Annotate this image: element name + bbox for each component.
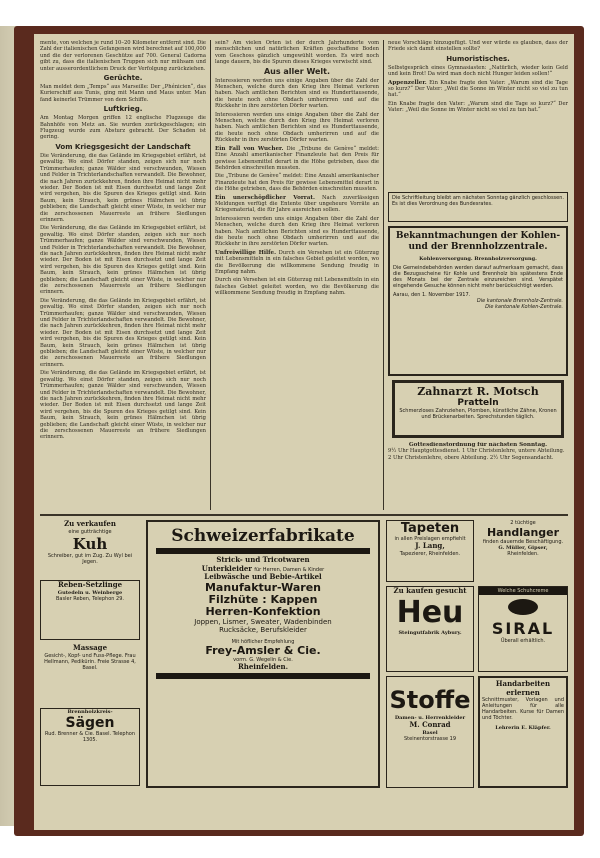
- article-text: mente, von welchen je rund 10–20 Kilometer entfernt sind. Die Zahl der italienischen Gefangenen wird berechnet auf 100,000 und die der verlorenen Geschütze auf 700. General Cadorna gibt zu, dass die italienischen Truppen sich nur mühsam und unter ausserordentlichem Druck der Verfolgung zurückziehen.: [40, 40, 206, 72]
- zahnarzt-city: Pratteln: [457, 398, 499, 408]
- schweizer-line: Herren-Konfektion: [205, 604, 321, 618]
- tapeten-title: Tapeten: [400, 521, 460, 536]
- schweizer-line: Unterkleider: [201, 563, 252, 573]
- schweizer-line: Rucksäcke, Berufskleider: [219, 626, 307, 634]
- article-text: Die „Tribune de Genève“ meldet: Eine Anzahl amerikanischer Finanzleute hat den Preis für gewisse Lebensmittel derart in die Höhe getrieben, dass die Behörden einschreiten mussten.: [215, 173, 379, 193]
- kuh-text: Schreiber, gut im Zug. Zu Wyl bei Jegen.: [47, 552, 133, 565]
- massage-text: Gesicht-, Kopf- und Fuss-Pflege. Frau Hellmann, Pedikürin. Freie Strasse 4, Basel.: [44, 652, 136, 671]
- article-text: Die „Tribune de Genève“ meldet: Eine Anzahl amerikanischer Finanzleute hat den Preis für gewisse Lebensmittel derart in die Höhe getrieben, dass die Behörden einschreiten mussten.: [215, 145, 379, 171]
- schuh-brand: SIRAL: [491, 619, 555, 638]
- schuhcreme-ad: [478, 586, 568, 672]
- schweizer-line: Filzhüte : Kappen: [208, 592, 318, 606]
- article-subheading: Unfreiwillige Hilfe.: [215, 249, 277, 256]
- bekanntmachung-signature: Die kantonale Kohlen-Zentrale.: [485, 304, 563, 310]
- article-text: Ein Knabe fragte den Vater: „Warum sind die Tage so kurz?“ Der Vater: „Weil die Sonne im Winter nicht so viel zu tun hat.“: [388, 100, 568, 114]
- heu-ad: [386, 586, 474, 672]
- article-text: Interessieren werden uns einige Angaben über die Zahl der Menschen, welche durch den Krieg ihre Heimat verloren haben. Nach amtlichen Berichten sind es Hunderttausende, die heute noch ohne Obdach umherirren und auf die Rückkehr in ihre zerstörten Dörfer warten.: [215, 111, 379, 144]
- handlanger-text: finden dauernde Beschäftigung.: [482, 539, 564, 545]
- tapeten-text: in allen Preislagen empfiehlt: [394, 536, 466, 542]
- stoffe-ad: [386, 676, 474, 788]
- article-text: Die Veränderung, die das Gelände im Kriegsgebiet erfährt, ist gewaltig. Wo einst Dörfer standen, zeigen sich nur noch Trümmerhaufen; ganze Wälder sind verschwunden, Wiesen und Felder in Trichterlandschaften verwandelt. Die Bewohner, die nach Jahren zurückkehren, finden ihre Heimat nicht mehr wieder. Der Boden ist mit Eisen durchsetzt und lange Zeit wird vergehen, bis die Spuren des Krieges getilgt sind. Kein Baum, kein Strauch, kein grünes Hälmchen ist übrig geblieben; die Landschaft gleicht einer Wüste, in welcher nur die zerschossenen Mauerreste an frühere Siedlungen erinnern.: [40, 297, 206, 368]
- tapeten-ad: [386, 520, 474, 582]
- article-text: sein? Am vielen Orten ist der durch Jahrhunderte vom menschlichen und natürlichen Kräften geschaffene Boden vom Geschoss gänzlich umgewühlt worden. Es wird noch lange dauern, bis die Spuren dieses Krieges verwischt sind.: [215, 40, 379, 66]
- tapeten-name: J. Lang,: [415, 541, 445, 550]
- article-text: Die Veränderung, die das Gelände im Kriegsgebiet erfährt, ist gewaltig. Wo einst Dörfer standen, zeigen sich nur noch Trümmerhaufen; ganze Wälder sind verschwunden, Wiesen und Felder in Trichterlandschaften verwandelt. Die Bewohner, die nach Jahren zurückkehren, finden ihre Heimat nicht mehr wieder. Der Boden ist mit Eisen durchsetzt und lange Zeit wird vergehen, bis die Spuren des Krieges getilgt sind. Kein Baum, kein Strauch, kein grünes Hälmchen ist übrig geblieben; die Landschaft gleicht einer Wüste, in welcher nur die zerschossenen Mauerreste an frühere Siedlungen erinnern.: [40, 370, 206, 441]
- saegen-sub: Brennholzkreis-: [67, 709, 113, 715]
- schweizer-line: Mit höflicher Empfehlung: [231, 638, 295, 645]
- zahnarzt-text: Schmerzloses Zahnziehen, Plomben, künstliche Zähne, Kronen und Brückenarbeiten. Sprechstunden täglich.: [399, 408, 557, 420]
- tapeten-city: Tapezierer, Rheinfelden.: [399, 550, 461, 557]
- hand-text: Schnittmuster, Vorlagen und Anleitungen für alle Handarbeiten. Kurse für Damen und Töchter.: [482, 697, 564, 721]
- stoffe-sub: Damen- u. Herrenkleider: [394, 715, 466, 721]
- saegen-ad: [40, 708, 140, 786]
- article-text: Selbstgespräch eines Gymnasiasten: „Natürlich, wieder kein Geld und kein Brot! Da wird man doch nicht Hunger leiden sollen!“: [388, 64, 568, 78]
- column-divider: [210, 40, 211, 510]
- decor-bar: [156, 548, 370, 554]
- reben-sub: Gutedeln u. Weinberge: [57, 589, 123, 596]
- reben-ad: [40, 580, 140, 640]
- article-subheading: Appenzeller.: [388, 79, 427, 86]
- massage-ad: [40, 644, 140, 704]
- stoffe-title: Stoffe: [389, 686, 471, 714]
- bekanntmachung-subtitle: Kohlenversorgung. Brennholzversorgung.: [419, 256, 537, 262]
- newspaper-page: [34, 34, 574, 830]
- saegen-text: Rud. Brenner & Cie. Basel. Telephon 1305.: [45, 731, 135, 743]
- kuh-ad: [40, 520, 140, 576]
- stoffe-name: M. Conrad: [409, 720, 451, 729]
- article-heading: Aus aller Welt.: [263, 66, 331, 76]
- schweizer-title: Schweizerfabrikate: [171, 526, 355, 546]
- handlanger-city: Rheinfelden.: [507, 551, 539, 557]
- bekanntmachung-title: Bekanntmachungen der Kohlen- und der Brennholzzentrale.: [395, 231, 561, 252]
- kuh-sub: eine gutträchtige: [68, 528, 112, 535]
- article-subheading: Ein unerschöpflicher Vorrat.: [215, 194, 315, 201]
- reben-title: Reben-Setzlinge: [57, 580, 123, 589]
- handlanger-title: Handlanger: [486, 526, 560, 539]
- gottesdienst-text: 9½ Uhr Hauptgottesdienst. 1 Uhr Christenlehre, untere Abteilung. 2 Uhr Christenlehre, obere Abteilung. 2½ Uhr Segensandacht.: [388, 448, 565, 461]
- article-text: Interessieren werden uns einige Angaben über die Zahl der Menschen, welche durch den Krieg ihre Heimat verloren haben. Nach amtlichen Berichten sind es Hunderttausende, die heute noch ohne Obdach umherirren und auf die Rückkehr in ihre zerstörten Dörfer warten.: [215, 77, 379, 110]
- article-text: Interessieren werden uns einige Angaben über die Zahl der Menschen, welche durch den Krieg ihre Heimat verloren haben. Nach amtlichen Berichten sind es Hunderttausende, die heute noch ohne Obdach umherirren und auf die Rückkehr in ihre zerstörten Dörfer warten.: [215, 215, 379, 248]
- heu-sub: Zu kaufen gesucht: [393, 586, 467, 595]
- article-heading: Luftkrieg.: [103, 105, 143, 114]
- article-subheading: Ein Fall von Wucher.: [215, 145, 284, 152]
- stoffe-addr: Steinentorstrasse 19: [403, 735, 456, 742]
- schweizer-line: Manufaktur-Waren: [204, 580, 322, 594]
- saegen-title: Sägen: [65, 715, 115, 731]
- zahnarzt-ad: [392, 380, 564, 438]
- notice-box: [388, 192, 568, 222]
- shoe-can-icon: [508, 599, 538, 615]
- article-text: Man meldet dem „Temps“ aus Marseille: Der „Phénicien“, das Kurierschiff aus Tunis, ging mit Mann und Maus unter. Man fand keinerlei Trümmer von dem Schiffe.: [40, 84, 206, 103]
- massage-title: Massage: [72, 644, 108, 652]
- article-heading: Gerüchte.: [103, 74, 143, 83]
- article-text: Am Montag Morgen griffen 12 englische Flugzeuge die Bahnhöfe von Metz an. Sie wurden zurückgeschlagen; ein Flugzeug wurde zum Absturz gebracht. Der Schaden ist gering.: [40, 115, 206, 141]
- bekanntmachung-box: [388, 226, 568, 376]
- notice-text: Die Schriftleitung bleibt am nächsten Sonntag gänzlich geschlossen. Es ist dies Verordnung des Bundesrates.: [392, 195, 564, 207]
- stoffe-city: Basel: [422, 729, 438, 736]
- hand-title: Handarbeiten erlernen: [495, 679, 551, 697]
- article-text: Die Veränderung, die das Gelände im Kriegsgebiet erfährt, ist gewaltig. Wo einst Dörfer standen, zeigen sich nur noch Trümmerhaufen; ganze Wälder sind verschwunden, Wiesen und Felder in Trichterlandschaften verwandelt. Die Bewohner, die nach Jahren zurückkehren, finden ihre Heimat nicht mehr wieder. Der Boden ist mit Eisen durchsetzt und lange Zeit wird vergehen, bis die Spuren des Krieges getilgt sind. Kein Baum, kein Strauch, kein grünes Hälmchen ist übrig geblieben; die Landschaft gleicht einer Wüste, in welcher nur die zerschossenen Mauerreste an frühere Siedlungen erinnern.: [40, 152, 206, 223]
- horizontal-divider: [40, 514, 568, 516]
- schweizer-line: für Herren, Damen & Kinder: [254, 566, 325, 573]
- schweizer-line: Strick- und Tricotwaren: [216, 555, 310, 564]
- column-divider: [383, 40, 384, 510]
- schweizer-firm: Frey-Amsler & Cie.: [205, 643, 321, 657]
- article-heading: Humoristisches.: [446, 54, 510, 63]
- handlanger-ad: [478, 520, 568, 582]
- gottesdienst: [388, 442, 568, 508]
- article-text: Die Veränderung, die das Gelände im Kriegsgebiet erfährt, ist gewaltig. Wo einst Dörfer standen, zeigen sich nur noch Trümmerhaufen; ganze Wälder sind verschwunden, Wiesen und Felder in Trichterlandschaften verwandelt. Die Bewohner, die nach Jahren zurückkehren, finden ihre Heimat nicht mehr wieder. Der Boden ist mit Eisen durchsetzt und lange Zeit wird vergehen, bis die Spuren des Krieges getilgt sind. Kein Baum, kein Strauch, kein grünes Hälmchen ist übrig geblieben; die Landschaft gleicht einer Wüste, in welcher nur die zerschossenen Mauerreste an frühere Siedlungen erinnern.: [40, 225, 206, 296]
- zahnarzt-name: Zahnarzt R. Motsch: [417, 385, 539, 398]
- schweizer-line: Joppen, Lismer, Sweater, Wadenbinden: [194, 617, 332, 626]
- hand-name: Lehrerin E. Kläpfer.: [495, 725, 551, 731]
- right-column: [388, 40, 568, 190]
- schweizerfabrikate-ad: [146, 520, 380, 788]
- article-text: Ein Knabe fragte den Vater: „Warum sind die Tage so kurz?“ Der Vater: „Weil die Sonne im Winter nicht so viel zu tun hat.“: [388, 79, 568, 99]
- heu-title: Heu: [396, 594, 464, 630]
- kuh-big: Kuh: [72, 534, 108, 553]
- bekanntmachung-text: Die Gemeindebehörden werden darauf aufmerksam gemacht, dass die Bezugsscheine für Kohle und Brennholz bis spätestens Ende des Monats bei der Zentrale einzureichen sind. Verspätet eingehende Gesuche können nicht mehr berücksichtigt werden.: [393, 265, 563, 289]
- left-column: [40, 40, 206, 512]
- handlanger-name: G. Müller, Gipser,: [498, 545, 548, 551]
- decor-bar: [156, 673, 370, 679]
- bekanntmachung-date: Aarau, den 1. November 1917.: [393, 292, 471, 298]
- handarbeiten-ad: [478, 676, 568, 788]
- bekanntmachung-signature: Die kantonale Brennholz-Zentrale.: [476, 298, 563, 304]
- kuh-title: Zu verkaufen: [64, 520, 116, 528]
- heu-text: Steingutfabrik Aybury.: [398, 629, 462, 636]
- handlanger-sub: 2 tüchtige: [510, 520, 536, 526]
- schuh-title: Welche Schuhcreme: [479, 587, 567, 595]
- schweizer-line: Leibwäsche und Bebie-Artikel: [204, 572, 322, 581]
- middle-column: [215, 40, 379, 512]
- article-text: Durch ein Versehen ist ein Güterzug mit Lebensmitteln in ein falsches Gebiet geleitet worden, wo die Bevölkerung die willkommene Sendung freudig in Empfang nahm.: [215, 277, 379, 297]
- article-text: Nach zuverlässigen Meldungen verfügt die Entente über ungeheure Vorräte an Kriegsmaterial, die für Jahre ausreichen sollen.: [215, 194, 379, 214]
- gottesdienst-title: Gottesdienstordnung für nächsten Sonntag.: [408, 442, 548, 448]
- reben-text: Basler Reben, Telephon 29.: [56, 595, 124, 602]
- article-heading: Vom Kriegsgesicht der Landschaft: [55, 142, 191, 151]
- schweizer-city: Rheinfelden.: [237, 661, 289, 671]
- schuh-text: Überall erhältlich.: [500, 638, 546, 644]
- article-text: neue Vorschläge hinzugefügt. Und wer würde es glauben, dass der Friede sich damit einstellen sollte?: [388, 40, 568, 53]
- article-text: Durch ein Versehen ist ein Güterzug mit Lebensmitteln in ein falsches Gebiet geleitet worden, wo die Bevölkerung die willkommene Sendung freudig in Empfang nahm.: [215, 249, 379, 275]
- schweizer-firm-sub: vorm. G. Wegelin & Cie.: [233, 656, 293, 663]
